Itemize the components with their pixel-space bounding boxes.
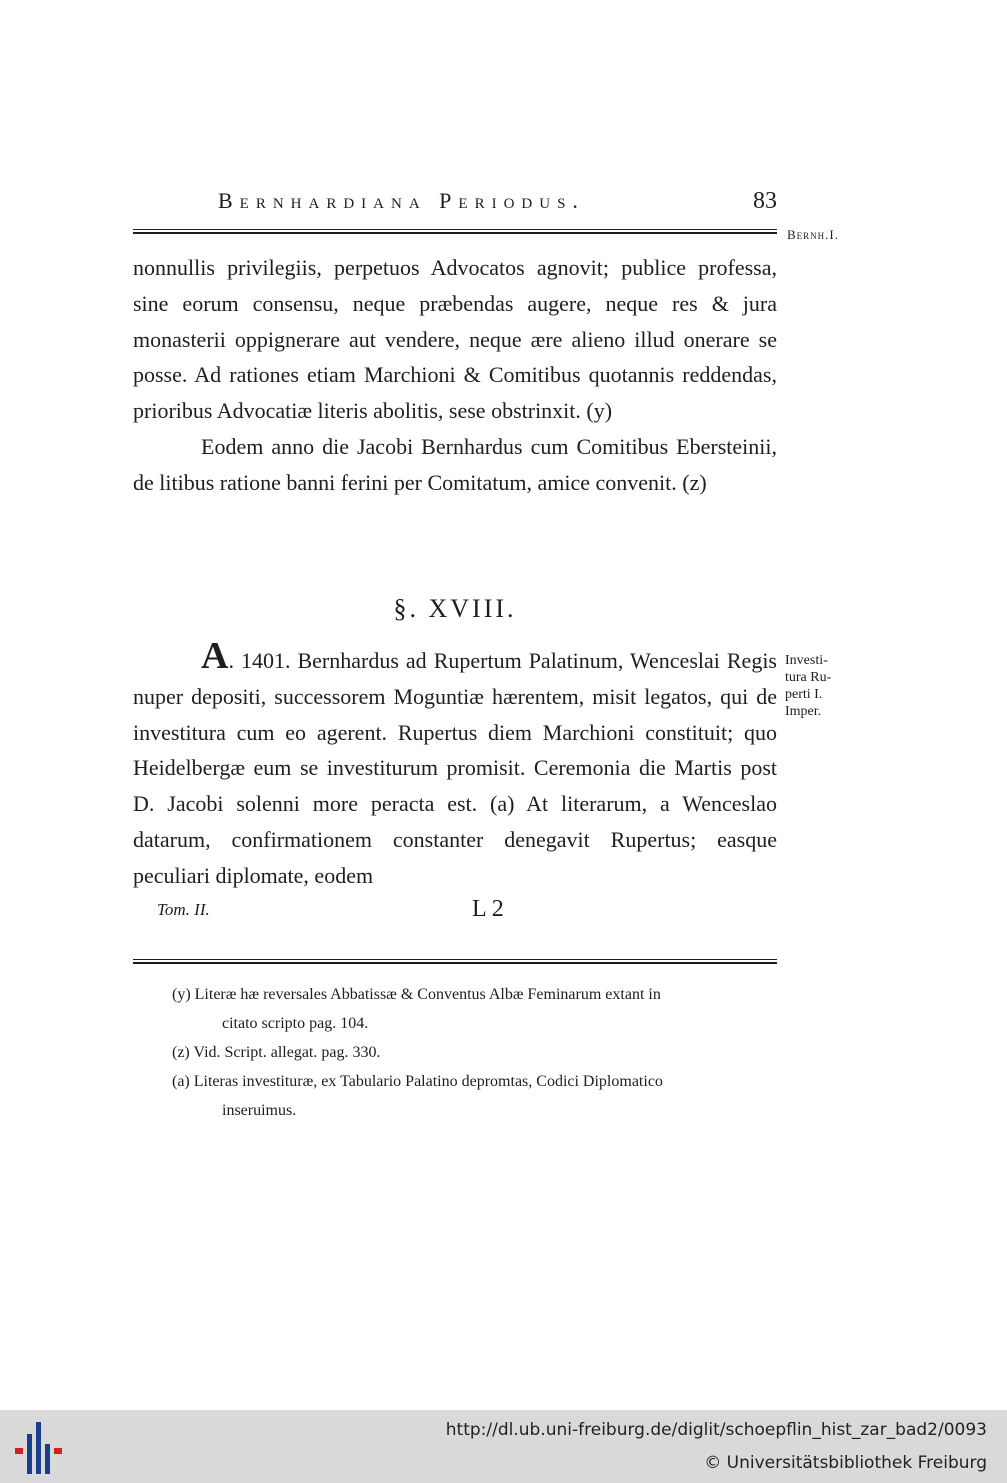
paragraph-2: Eodem anno die Jacobi Bernhardus cum Comitibus Ebersteinii, de litibus ratione banni ferini per Comitatum, amice convenit. (z) [133, 433, 777, 495]
paragraph-1: nonnullis privilegiis, perpetuos Advocatos agnovit; publice professa, sine eorum consensu, neque præbendas augere, neque res & jura monasterii oppignerare aut vendere, neque ære alieno illud onerare se posse. Ad rationes etiam Marchioni & Comitibus quotannis reddendas, prioribus Advocatiæ literis abolitis, sese obstrinxit. (y) [133, 255, 777, 424]
footnote-a: (a) Literas investituræ, ex Tabulario Palatino depromtas, Codici Diplomatico [172, 1073, 663, 1090]
footnote-y-cont: citato scripto pag. 104. [222, 1015, 369, 1032]
initial-letter: A [201, 635, 229, 677]
margin-note-line-3: perti I. [785, 687, 823, 702]
footer-url-link[interactable]: http://dl.ub.uni-freiburg.de/diglit/schoepflin_hist_zar_bad2/0093 [445, 1420, 987, 1440]
footnotes [172, 980, 776, 1125]
paragraph-3-text: . 1401. Bernhardus ad Rupertum Palatinum, Wenceslai Regis nuper depositi, successorem Moguntiæ hærentem, misit legatos, qui de investitura cum eo agerent. Rupertus diem Marchioni constituit; quo Heidelbergæ eum se investiturum promisit. Ceremonia die Martis post D. Jacobi solenni more peracta est. (a) At literarum, a Wenceslao datarum, confirmationem constanter denegavit Rupertus; easque peculiari diplomate, eodem [133, 648, 777, 888]
running-head: Bernhardiana Periodus. [218, 188, 585, 213]
sheet-mark: L 2 [472, 896, 504, 922]
margin-note-side [785, 652, 831, 720]
page-header [133, 186, 777, 222]
footnote-rule [133, 959, 777, 964]
text-block-upper [133, 250, 777, 501]
margin-note-line-1: Investi- [785, 653, 828, 668]
margin-note-line-2: tura Ru- [785, 670, 832, 685]
footnote-z: (z) Vid. Script. allegat. pag. 330. [172, 1044, 381, 1061]
footer-copyright: © Universitätsbibliothek Freiburg [704, 1453, 987, 1473]
section-title: §. XVIII. [393, 594, 517, 623]
margin-note-top: Bernh.I. [787, 227, 839, 242]
text-block-lower [133, 635, 777, 894]
signature-mark: Tom. II. [157, 900, 210, 919]
footer-bar [0, 1410, 1007, 1483]
footnote-a-cont: inseruimus. [222, 1102, 297, 1119]
ub-freiburg-logo-icon[interactable] [12, 1420, 64, 1476]
footnote-y: (y) Literæ hæ reversales Abbatissæ & Conventus Albæ Feminarum extant in [172, 986, 661, 1003]
page-number: 83 [753, 188, 777, 214]
paragraph-3 [133, 635, 777, 894]
header-rule [133, 229, 777, 234]
margin-note-line-4: Imper. [785, 704, 822, 719]
